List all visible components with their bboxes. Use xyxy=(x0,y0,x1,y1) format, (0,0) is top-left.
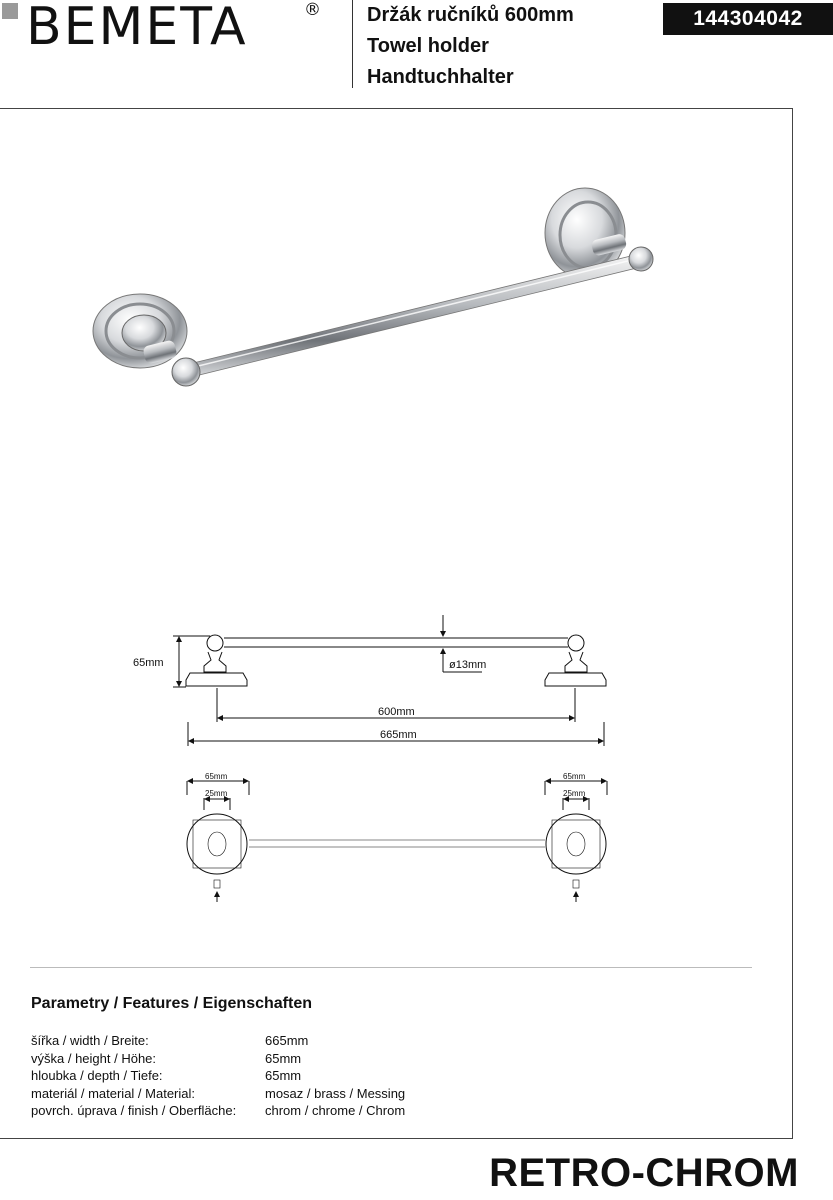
left-plate-width-label: 65mm xyxy=(205,772,228,781)
feature-value: 65mm xyxy=(265,1050,302,1066)
section-divider xyxy=(30,967,752,968)
feature-row-depth xyxy=(31,1067,405,1085)
product-titles xyxy=(367,0,574,93)
left-plate-hole-label: 25mm xyxy=(205,789,228,798)
feature-label: materiál / material / Material: xyxy=(31,1085,195,1101)
feature-label: hloubka / depth / Tiefe: xyxy=(31,1068,163,1083)
header-divider xyxy=(352,0,353,88)
feature-value: 665mm xyxy=(265,1033,309,1048)
product-photo xyxy=(80,175,680,405)
features-heading: Parametry / Features / Eigenschaften xyxy=(31,995,312,1012)
technical-drawing xyxy=(0,600,833,910)
feature-value: chrom / chrome / Chrom xyxy=(265,1103,406,1118)
right-plate-hole-label: 25mm xyxy=(563,789,586,798)
feature-label: výška / height / Höhe: xyxy=(31,1050,157,1066)
registered-mark: ® xyxy=(304,0,321,20)
series-name: RETRO-CHROM xyxy=(489,1151,799,1195)
feature-label: povrch. úprava / finish / Oberfläche: xyxy=(31,1103,237,1118)
brand-logo: BEMETA xyxy=(26,0,248,57)
product-code-badge: 144304042 xyxy=(663,3,833,35)
feature-row-material xyxy=(31,1085,405,1103)
title-english: Towel holder xyxy=(367,35,489,57)
title-czech: Držák ručníků 600mm xyxy=(367,4,574,26)
inner-width-label: 600mm xyxy=(378,706,415,718)
title-german: Handtuchhalter xyxy=(367,66,514,88)
total-width-label: 665mm xyxy=(380,729,417,741)
features-table xyxy=(31,1032,405,1120)
feature-row-width xyxy=(31,1032,405,1050)
right-plate-width-label: 65mm xyxy=(563,772,586,781)
feature-row-finish xyxy=(31,1102,405,1120)
feature-value: 65mm xyxy=(265,1068,302,1083)
logo-mark xyxy=(2,3,18,19)
diameter-label: ø13mm xyxy=(449,659,487,671)
feature-label: šířka / width / Breite: xyxy=(31,1033,149,1048)
feature-value: mosaz / brass / Messing xyxy=(265,1085,406,1101)
feature-row-height xyxy=(31,1050,405,1068)
height-label: 65mm xyxy=(133,657,164,669)
